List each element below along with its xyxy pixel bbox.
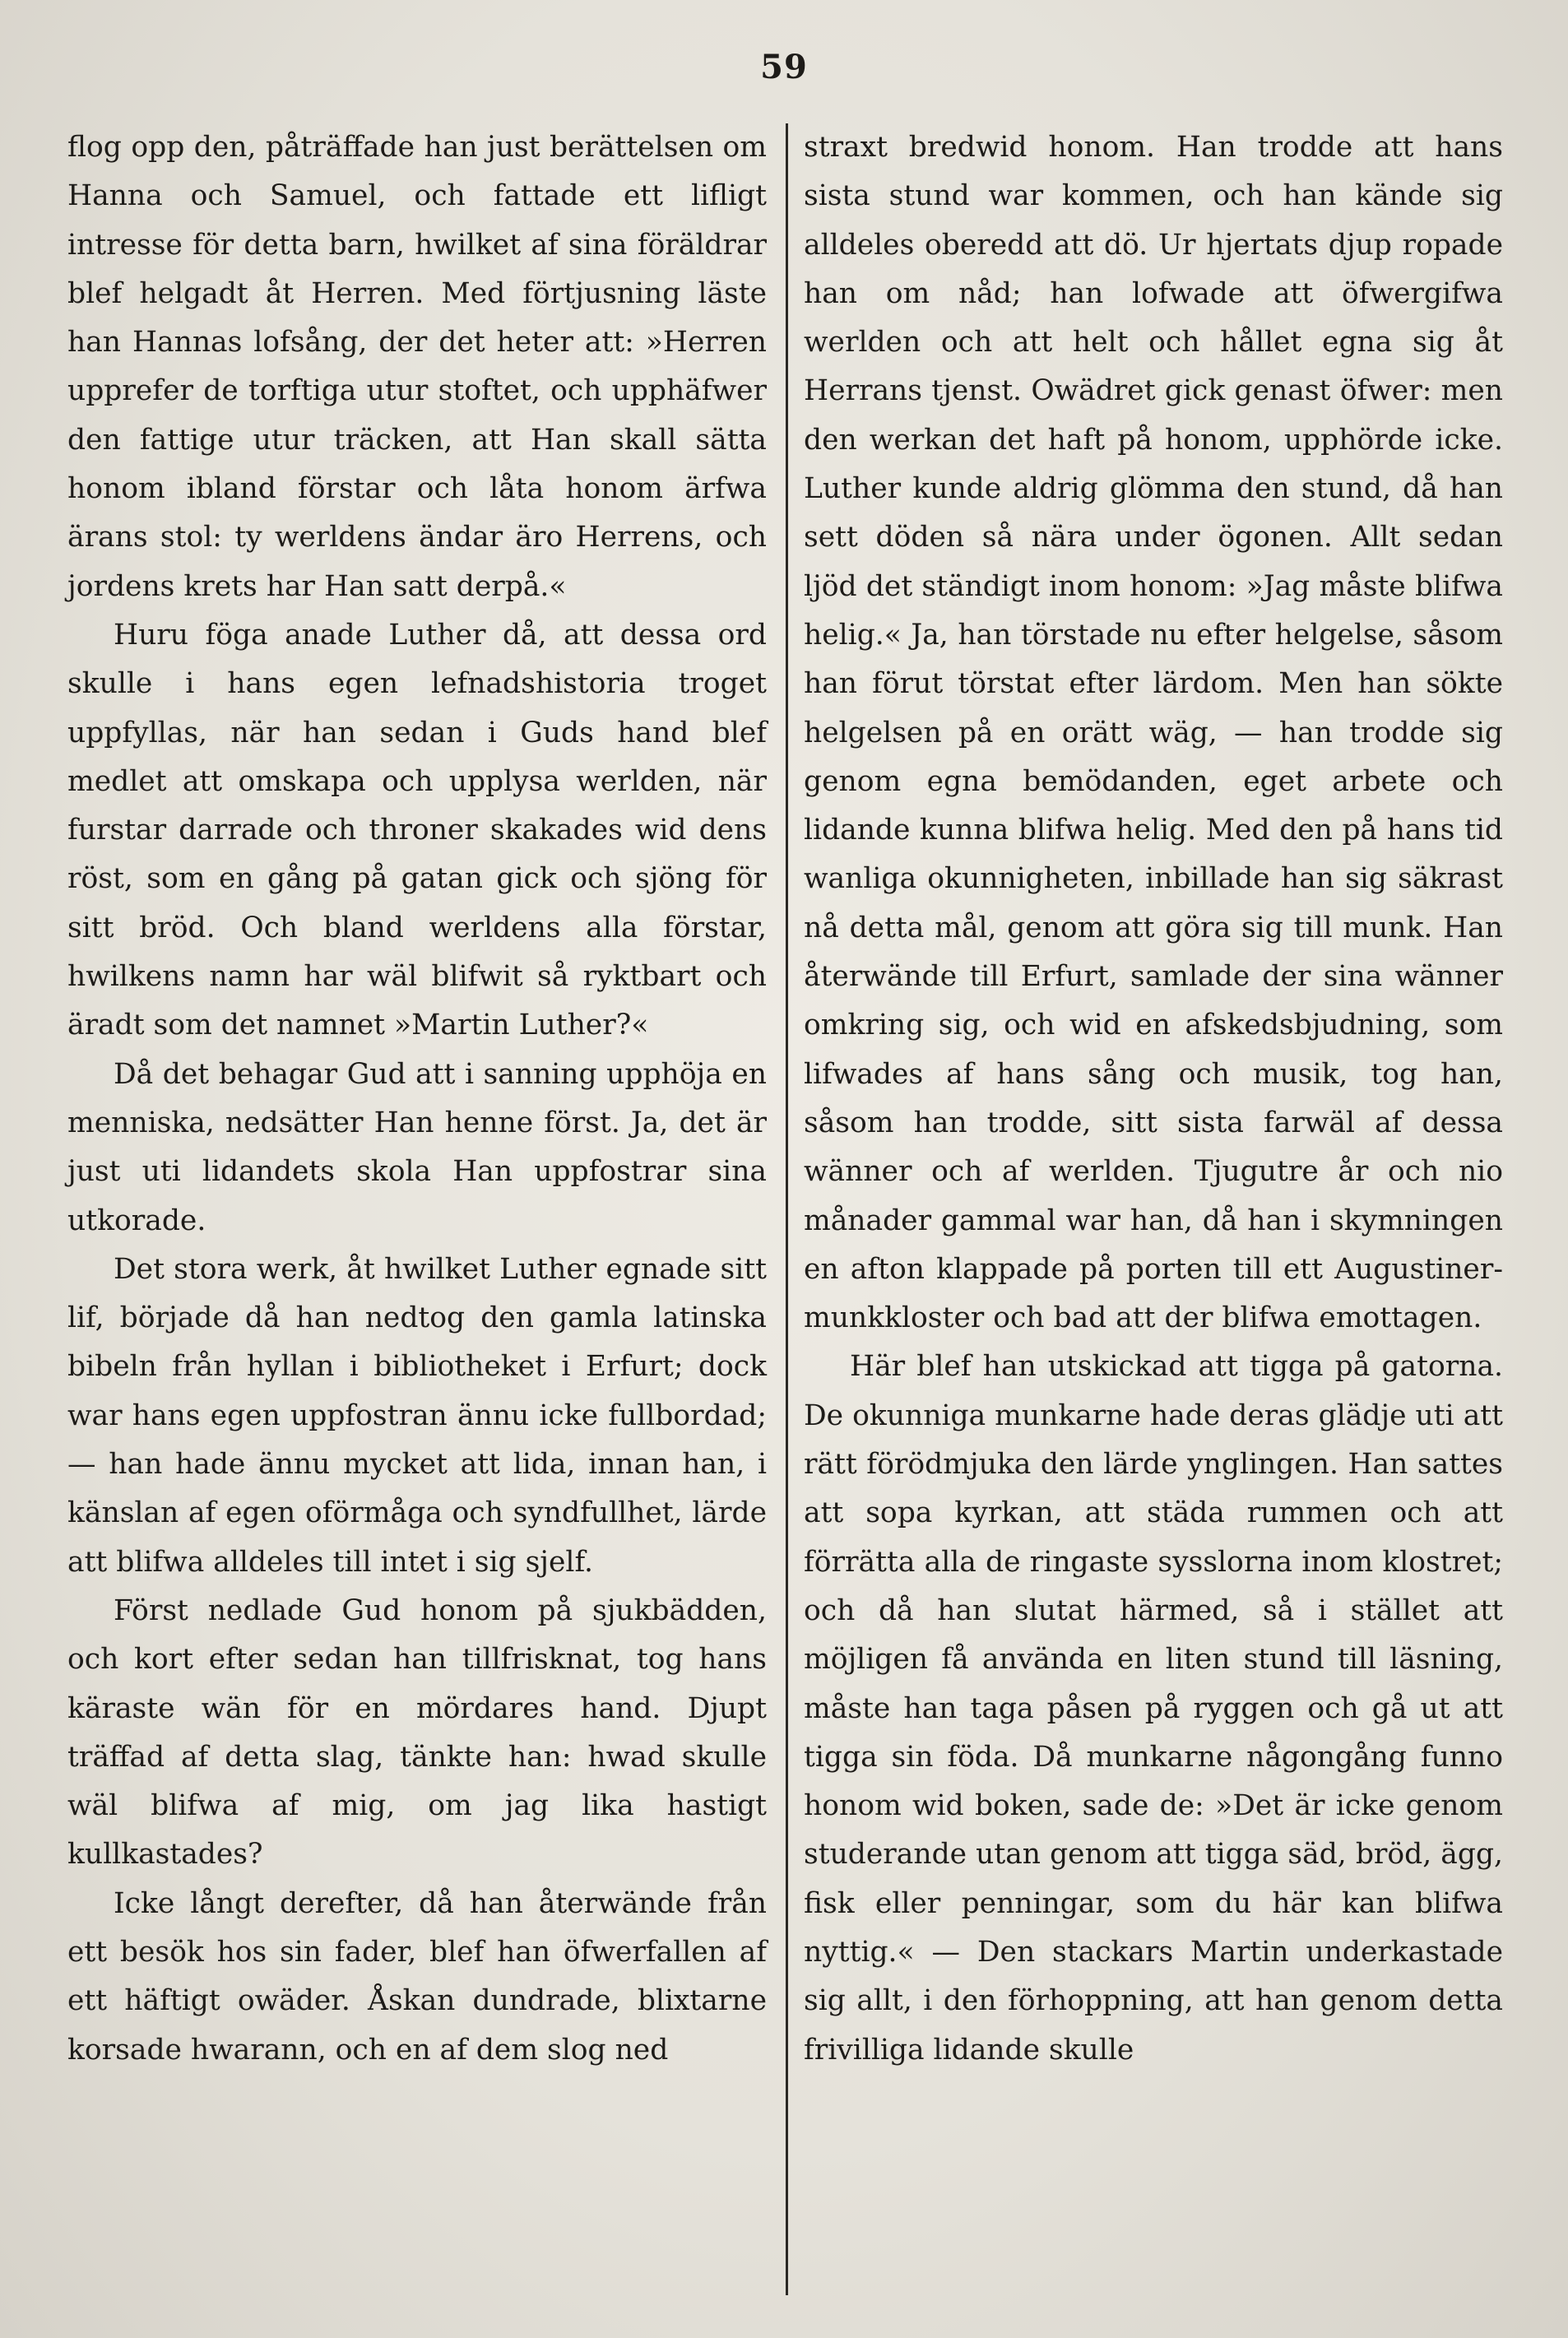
paragraph: Då det behagar Gud att i sanning upphöja en menniska, nedsätter Han henne först. Ja, det är just uti lidandets skola Han uppfostrar sina utkorade.	[67, 1057, 767, 1237]
column-rule	[786, 123, 788, 2295]
paragraph: Huru föga anade Luther då, att dessa ord skulle i hans egen lefnadshistoria troget uppfyllas, när han sedan i Guds hand blef medlet att omskapa och upplysa werlden, när furstar darrade och throner skakades wid dens röst, som en gång på gatan gick och sjöng för sitt bröd. Och bland werldens alla förstar, hwilkens namn har wäl blifwit så ryktbart och äradt som det namnet »Martin Luther?«	[67, 618, 767, 1042]
paragraph: Först nedlade Gud honom på sjukbädden, och kort efter sedan han tillfrisknat, tog hans käraste wän för en mördares hand. Djupt träffad af detta slag, tänkte han: hwad skulle wäl blifwa af mig, om jag lika hastigt kullkastades?	[67, 1593, 767, 1872]
paragraph: flog opp den, påträffade han just berättelsen om Hanna och Samuel, och fattade ett lifligt intresse för detta barn, hwilket af sina föräldrar blef helgadt åt Herren. Med förtjusning läste han Hannas lofsång, der det heter att: »Herren upprefer de torftiga utur stoftet, och upphäfwer den fattige utur träcken, att Han skall sätta honom ibland förstar och låta honom ärfwa ärans stol: ty werldens ändar äro Herrens, och jordens krets har Han satt derpå.«	[67, 131, 767, 603]
page-number: 59	[760, 48, 808, 86]
paragraph: Det stora werk, åt hwilket Luther egnade sitt lif, började då han nedtog den gamla latinska bibeln från hyllan i bibliotheket i Erfurt; dock war hans egen uppfostran ännu icke fullbordad; — han hade ännu mycket att lida, innan han, i känslan af egen oförmåga och syndfullhet, lärde att blifwa alldeles till intet i sig sjelf.	[67, 1252, 767, 1579]
paragraph: straxt bredwid honom. Han trodde att hans sista stund war kommen, och han kände sig alldeles oberedd att dö. Ur hjertats djup ropade han om nåd; han lofwade att öfwergifwa werlden och att helt och hållet egna sig åt Herrans tjenst. Owädret gick genast öfwer: men den werkan det haft på honom, upphörde icke. Luther kunde aldrig glömma den stund, då han sett döden så nära under ögonen. Allt sedan ljöd det ständigt inom honom: »Jag måste blifwa helig.« Ja, han törstade nu efter helgelse, såsom han förut törstat efter lärdom. Men han sökte helgelsen på en orätt wäg, — han trodde sig genom egna bemödanden, eget arbete och lidande kunna blifwa helig. Med den på hans tid wanliga okunnigheten, inbillade han sig säkrast nå detta mål, genom att göra sig till munk. Han återwände till Erfurt, samlade der sina wänner omkring sig, och wid en afskedsbjudning, som lifwades af hans sång och musik, tog han, såsom han trodde, sitt sista farwäl af dessa wänner och af werlden. Tjugutre år och nio månader gammal war han, då han i skymningen en afton klappade på porten till ett Augustiner-munkkloster och bad att der blifwa emottagen.	[804, 131, 1503, 1335]
paragraph: Icke långt derefter, då han återwände från ett besök hos sin fader, blef han öfwerfallen af ett häftigt owäder. Åskan dundrade, blixtarne korsade hwarann, och en af dem slog ned	[67, 1886, 767, 2067]
paragraph: Här blef han utskickad att tigga på gatorna. De okunniga munkarne hade deras glädje uti att rätt förödmjuka den lärde ynglingen. Han sattes att sopa kyrkan, att städa rummen och att förrätta alla de ringaste sysslorna inom klostret; och då han slutat härmed, så i stället att möjligen få använda en liten stund till läsning, måste han taga påsen på ryggen och gå ut att tigga sin föda. Då munkarne någongång funno honom wid boken, sade de: »Det är icke genom studerande utan genom att tigga säd, bröd, ägg, fisk eller penningar, som du här kan blifwa nyttig.« — Den stackars Martin underkastade sig allt, i den förhoppning, att han genom detta frivilliga lidande skulle	[804, 1350, 1503, 2067]
right-column	[804, 123, 1503, 2075]
left-column	[67, 123, 767, 2075]
